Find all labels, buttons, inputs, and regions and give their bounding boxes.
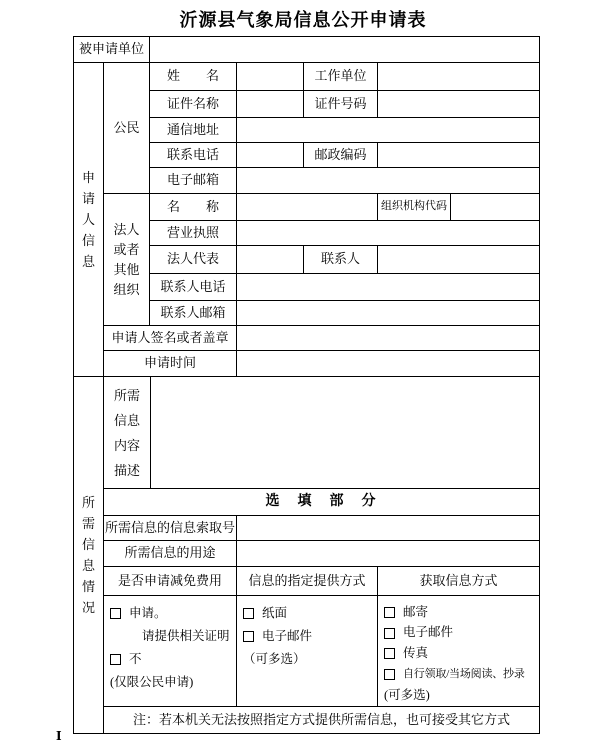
address-label: 通信地址 — [149, 117, 237, 143]
obtain-pickup-option — [384, 664, 525, 685]
obtain-email-option — [384, 623, 453, 644]
fee-no-checkbox[interactable] — [110, 654, 121, 665]
delivery-email-option — [243, 625, 312, 648]
license-label: 营业执照 — [149, 220, 237, 246]
obtain-header: 获取信息方式 — [377, 566, 540, 596]
delivery-paper-label: 纸面 — [262, 605, 288, 620]
apply-time-label: 申请时间 — [103, 350, 237, 377]
fee-no-option — [110, 648, 142, 671]
page-title: 沂源县气象局信息公开申请表 — [179, 10, 427, 30]
delivery-email-checkbox[interactable] — [243, 631, 254, 642]
obtain-email-label: 电子邮件 — [403, 625, 454, 640]
address-field[interactable] — [236, 117, 540, 143]
delivery-email-label: 电子邮件 — [262, 628, 313, 643]
fee-no-label: 不 — [129, 651, 142, 666]
work-unit-label: 工作单位 — [303, 62, 378, 91]
obtain-mail-checkbox[interactable] — [384, 607, 395, 618]
work-unit-field[interactable] — [377, 62, 540, 91]
obtain-multi-note: (可多选) — [384, 687, 430, 702]
delivery-multi-note: （可多选） — [243, 651, 306, 666]
license-field[interactable] — [236, 220, 540, 246]
email-field[interactable] — [236, 167, 540, 194]
optional-part-header: 选 填 部 分 — [103, 488, 540, 516]
obtain-fax-option — [384, 644, 428, 665]
citizen-group-label: 公民 — [103, 62, 150, 194]
obtain-pickup-checkbox[interactable] — [384, 669, 395, 680]
obtain-email-checkbox[interactable] — [384, 628, 395, 639]
contact-phone-field[interactable] — [236, 273, 540, 301]
obtain-mail-option — [384, 602, 428, 623]
contact-phone-label: 联系人电话 — [149, 273, 237, 301]
name-field[interactable] — [236, 62, 304, 91]
applied-unit-field[interactable] — [149, 36, 540, 63]
postcode-field[interactable] — [377, 142, 540, 168]
cert-no-field[interactable] — [377, 90, 540, 118]
applied-unit-label: 被申请单位 — [73, 36, 150, 63]
fee-waiver-cell — [103, 595, 237, 707]
cert-name-field[interactable] — [236, 90, 304, 118]
org-name-field[interactable] — [236, 193, 378, 221]
obtain-cell — [377, 595, 540, 707]
fee-apply-note: 请提供相关证明 — [142, 628, 230, 643]
email-label: 电子邮箱 — [149, 167, 237, 194]
info-desc-field[interactable] — [150, 376, 540, 489]
info-section-label: 所需信息情况 — [73, 376, 104, 734]
fee-limit-note: (仅限公民申请) — [110, 674, 194, 689]
obtain-fax-checkbox[interactable] — [384, 648, 395, 659]
org-group-label: 法人或者其他组织 — [103, 193, 150, 326]
cert-name-label: 证件名称 — [149, 90, 237, 118]
legal-rep-field[interactable] — [236, 245, 304, 274]
signature-field[interactable] — [236, 325, 540, 351]
fee-apply-option — [110, 602, 167, 625]
obtain-pickup-label: 自行领取/当场阅读、抄录 — [403, 667, 525, 680]
name-label: 姓 名 — [149, 62, 237, 91]
text-cursor: I — [56, 729, 62, 743]
fee-apply-label: 申请。 — [129, 605, 167, 620]
purpose-label: 所需信息的用途 — [103, 540, 237, 567]
delivery-header: 信息的指定提供方式 — [236, 566, 378, 596]
apply-time-field[interactable] — [236, 350, 540, 377]
info-desc-label: 所需信息内容描述 — [103, 376, 151, 489]
postcode-label: 邮政编码 — [303, 142, 378, 168]
applicant-section-label: 申请人信息 — [73, 62, 104, 377]
obtain-mail-label: 邮寄 — [403, 604, 429, 619]
legal-rep-label: 法人代表 — [149, 245, 237, 274]
delivery-paper-option — [243, 602, 287, 625]
purpose-field[interactable] — [236, 540, 540, 567]
org-code-field[interactable] — [450, 193, 540, 221]
fee-waiver-header: 是否申请减免费用 — [103, 566, 237, 596]
delivery-paper-checkbox[interactable] — [243, 608, 254, 619]
retrieval-no-label: 所需信息的信息索取号 — [103, 515, 237, 541]
footer-note: 注：若本机关无法按照指定方式提供所需信息，也可接受其它方式 — [103, 706, 540, 734]
delivery-cell — [236, 595, 378, 707]
fee-apply-checkbox[interactable] — [110, 608, 121, 619]
cert-no-label: 证件号码 — [303, 90, 378, 118]
contact-email-field[interactable] — [236, 300, 540, 326]
phone-label: 联系电话 — [149, 142, 237, 168]
org-code-label: 组织机构代码 — [377, 193, 451, 221]
retrieval-no-field[interactable] — [236, 515, 540, 541]
contact-email-label: 联系人邮箱 — [149, 300, 237, 326]
signature-label: 申请人签名或者盖章 — [103, 325, 237, 351]
phone-field[interactable] — [236, 142, 304, 168]
contact-field[interactable] — [377, 245, 540, 274]
contact-label: 联系人 — [303, 245, 378, 274]
obtain-fax-label: 传真 — [403, 646, 429, 661]
org-name-label: 名 称 — [149, 193, 237, 221]
